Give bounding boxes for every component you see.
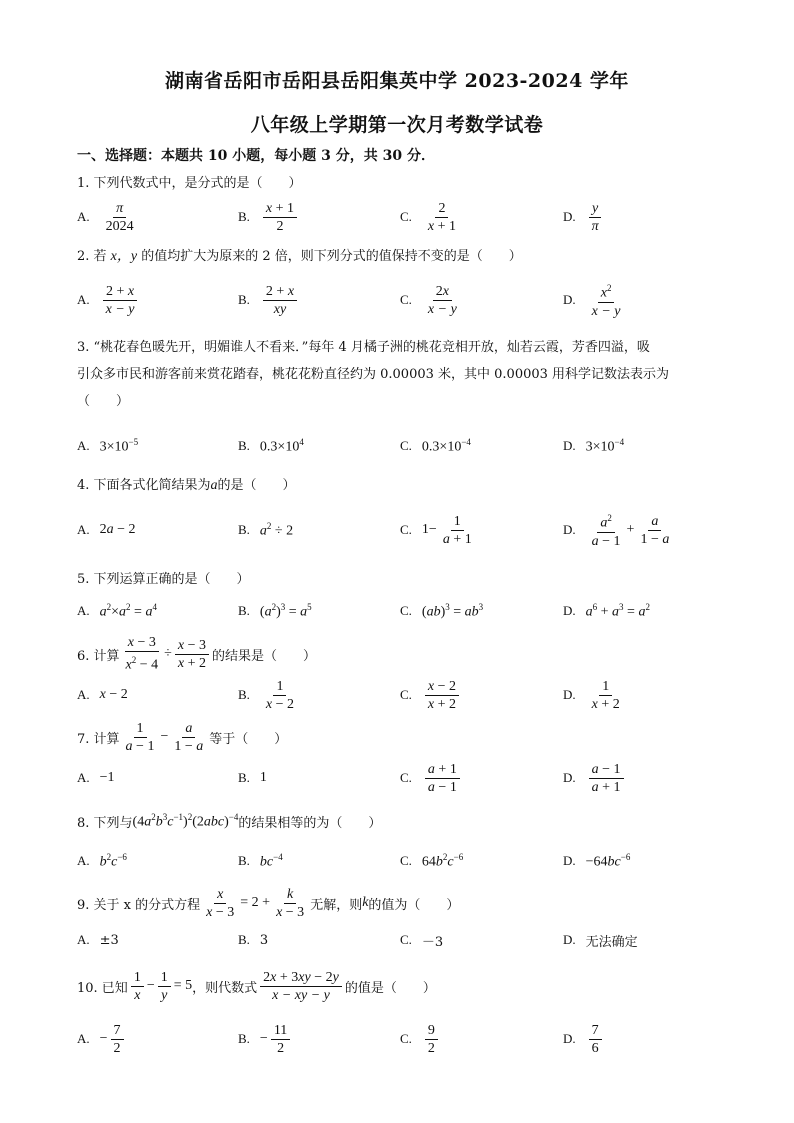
q8-option-b[interactable]: B. $bc^{-4}$	[238, 851, 283, 870]
q4-option-c[interactable]: C. 1− $\frac{1}{a + 1}$	[400, 513, 472, 547]
question-10-stem: 10. 已知 $\frac{1}{x}$ − $\frac{1}{y}$ = 5 ，则代数式 $\frac{2x + 3xy - 2y}{x - xy - y}$ 的值是（ ）	[77, 969, 436, 1003]
question-6-options	[0, 675, 794, 715]
q3-option-d[interactable]: D. $3\times 10^{-4}$	[563, 436, 625, 455]
q4-option-d[interactable]: D. $\frac{a^2}{a - 1}$ + $\frac{a}{1 - a}$	[563, 510, 675, 550]
q3-option-b[interactable]: B. $0.3\times 10^4$	[238, 436, 304, 455]
q2-option-d[interactable]: D. $\frac{x^2}{x - y}$	[563, 280, 627, 320]
q1-option-a[interactable]: A. $\frac{\pi}{2024}$	[77, 200, 134, 234]
q9-option-b[interactable]: B. 3	[238, 932, 269, 948]
q5-option-a[interactable]: A. $a^2\times a^2 = a^4$	[77, 601, 157, 620]
q6-option-b[interactable]: B. $\frac{1}{x - 2}$	[238, 678, 295, 712]
q5-option-d[interactable]: D. $a^6 + a^3 = a^2$	[563, 601, 650, 620]
q7-option-c[interactable]: C. $\frac{a + 1}{a - 1}$	[400, 758, 463, 798]
q6-option-d[interactable]: D. $\frac{1}{x + 2}$	[563, 678, 620, 712]
question-4-stem: 4. 下面各式化简结果为a的是（ ）	[77, 478, 296, 493]
q10-option-c[interactable]: C. $\frac{9}{2}$	[400, 1019, 441, 1059]
question-4-options	[0, 510, 794, 550]
question-8-options	[0, 841, 794, 881]
question-5-options	[0, 591, 794, 631]
q9-option-a[interactable]: A. ±3	[77, 932, 119, 948]
question-7-options	[0, 758, 794, 798]
section-heading: 一、选择题：本题共 10 小题，每小题 3 分，共 30 分．	[77, 148, 435, 164]
q10-option-b[interactable]: B. − $\frac{11}{2}$	[238, 1019, 293, 1059]
question-8-stem: 8. 下列与 $(4a^2b^3c^{-1})^2(2abc)^{-4}$ 的结果相等的为（ ）	[77, 811, 382, 831]
q10-option-a[interactable]: A. − $\frac{7}{2}$	[77, 1019, 127, 1059]
q9-option-d[interactable]: D. 无法确定	[563, 932, 638, 950]
paper-title-line2: 八年级上学期第一次月考数学试卷	[250, 114, 544, 136]
q6-option-a[interactable]: A. x − 2	[77, 687, 128, 702]
q3-option-c[interactable]: C. $0.3\times 10^{-4}$	[400, 436, 471, 455]
question-6-stem: 6. 计算 $\frac{x - 3}{x^2 - 4}$ ÷ $\frac{x - 3}{x + 2}$ 的结果是（ ）	[77, 635, 316, 673]
paper-title-line1: 湖南省岳阳市岳阳县岳阳集英中学 2023-2024 学年	[165, 70, 629, 92]
question-7-stem: 7. 计算 $\frac{1}{a - 1}$ − $\frac{a}{1 - a}$ 等于（ ）	[77, 720, 288, 754]
question-9-options	[0, 920, 794, 960]
q4-option-b[interactable]: B. $a^2 \div 2$	[238, 520, 294, 539]
q8-option-a[interactable]: A. $b^2c^{-6}$	[77, 851, 127, 870]
question-1-stem: 1. 下列代数式中，是分式的是（ ）	[77, 176, 302, 191]
q8-option-d[interactable]: D. $-64bc^{-6}$	[563, 851, 631, 870]
q2-option-b[interactable]: B. $\frac{2 + x}{xy}$	[238, 280, 300, 320]
question-2-options	[0, 280, 794, 320]
q5-option-c[interactable]: C. $(ab)^3 = ab^3$	[400, 601, 484, 620]
q10-option-d[interactable]: D. $\frac{7}{6}$	[563, 1019, 605, 1059]
q7-option-b[interactable]: B. 1	[238, 770, 267, 785]
question-10-options	[0, 1019, 794, 1059]
question-5-stem: 5. 下列运算正确的是（ ）	[77, 572, 250, 587]
question-1-options	[0, 197, 794, 237]
q9-option-c[interactable]: C. －3	[400, 932, 444, 950]
q2-option-c[interactable]: C. $\frac{2x}{x - y}$	[400, 283, 457, 317]
q8-option-c[interactable]: C. $64b^2c^{-6}$	[400, 851, 464, 870]
q1-option-c[interactable]: C. $\frac{2}{x + 1}$	[400, 200, 457, 234]
q1-option-b[interactable]: B. $\frac{x + 1}{2}$	[238, 197, 300, 237]
question-9-stem: 9. 关于 x 的分式方程 $\frac{x}{x - 3}$ = 2 + $\frac{k}{x - 3}$ 无解，则 k 的值为（ ）	[77, 886, 460, 920]
q3-option-a[interactable]: A. $3\times 10^{-5}$	[77, 436, 139, 455]
q5-option-b[interactable]: B. $(a^2)^3 = a^5$	[238, 601, 312, 620]
question-3-stem: 3. “桃花春色暖先开，明媚谁人不看来．”每年 4 月橘子洲的桃花竞相开放，灿若云霞，芳香四溢，吸 引众多市民和游客前来赏花踏春，桃花花粉直径约为 0.00003 米，其中 0.00003 用科学记数法表示为 （ ）	[77, 340, 670, 409]
q7-option-d[interactable]: D. $\frac{a - 1}{a + 1}$	[563, 758, 627, 798]
q6-option-c[interactable]: C. $\frac{x - 2}{x + 2}$	[400, 675, 462, 715]
q1-option-d[interactable]: D. $\frac{y}{\pi}$	[563, 197, 605, 237]
q4-option-a[interactable]: A. 2a − 2	[77, 522, 136, 537]
q2-option-a[interactable]: A. $\frac{2 + x}{x - y}$	[77, 280, 141, 320]
question-2-stem: 2. 若 x，y 的值均扩大为原来的 2 倍，则下列分式的值保持不变的是（ ）	[77, 249, 522, 264]
q7-option-a[interactable]: A. −1	[77, 770, 115, 785]
question-3-options	[0, 426, 794, 466]
